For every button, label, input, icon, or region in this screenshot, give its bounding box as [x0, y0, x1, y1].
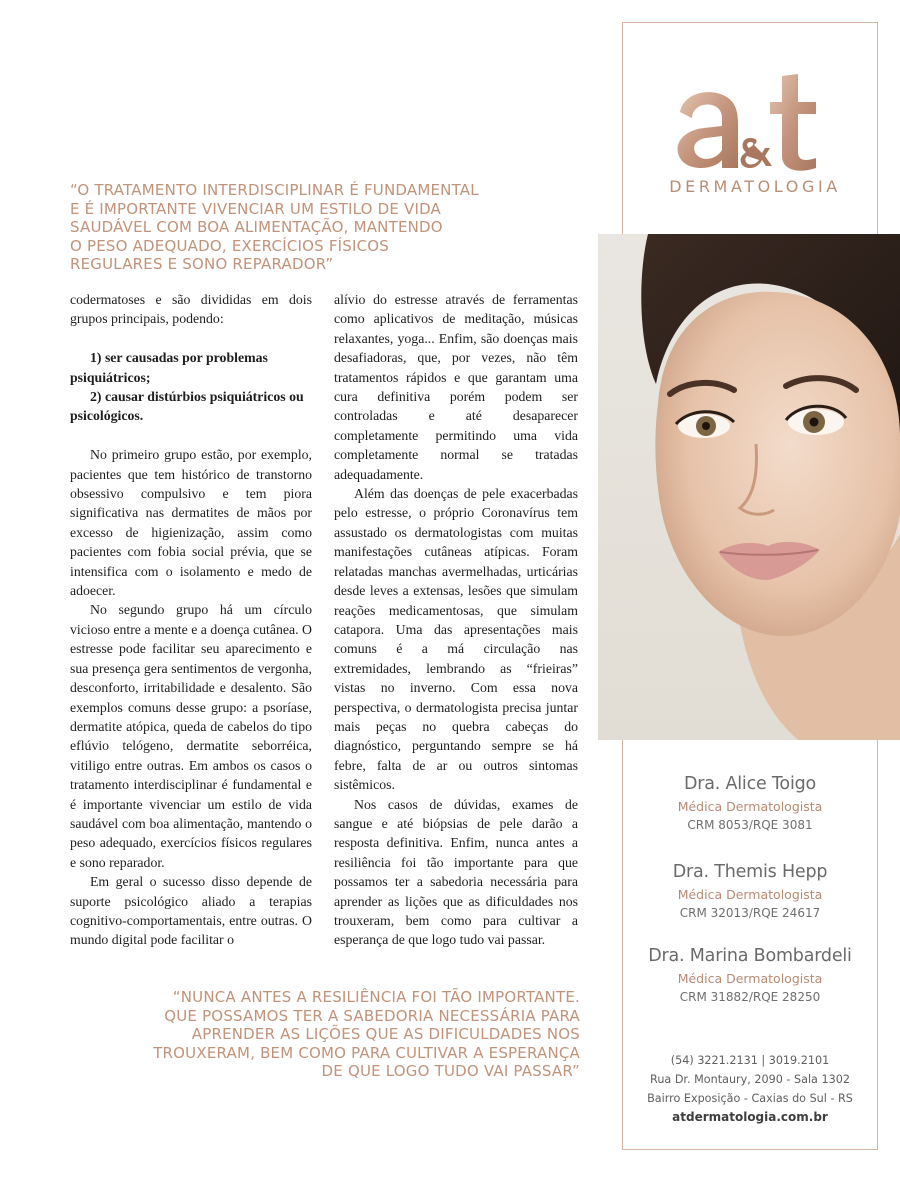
logo-mark-icon — [670, 72, 840, 174]
quote-line: “O TRATAMENTO INTERDISCIPLINAR É FUNDAMENTAL — [70, 181, 479, 199]
doctor-card — [622, 946, 878, 1004]
quote-line: APRENDER AS LIÇÕES QUE AS DIFICULDADES NOS — [191, 1025, 580, 1043]
contact-district: Bairro Exposição - Caxias do Sul - RS — [647, 1092, 853, 1105]
contact-phone: (54) 3221.2131 | 3019.2101 — [670, 1054, 830, 1067]
clinic-logo — [655, 72, 855, 202]
quote-line: DE QUE LOGO TUDO VAI PASSAR” — [321, 1062, 580, 1080]
paragraph-intro: codermatoses e são divididas em dois grupos principais, podendo: — [70, 292, 312, 327]
quote-line: SAUDÁVEL COM BOA ALIMENTAÇÃO, MANTENDO — [70, 218, 443, 236]
doctor-card — [622, 774, 878, 832]
pull-quote-top — [70, 181, 500, 274]
paragraph: No segundo grupo há um círculo vicioso entre a mente e a doença cutânea. O estresse pode facilitar seu aparecimento e sua presença gera sentimentos de vergonha, desconforto, irritabilidade e desalento. São exemplos comuns desse grupo: a psoríase, dermatite atópica, queda de cabelos do tipo eflúvio telógeno, dermatite seborréica, vitiligo entre outras. Em ambos os casos o tratamento interdisciplinar é fundamental e é importante vivenciar um estilo de vida saudável com boa alimentação, mantendo o peso adequado, exercícios físicos regulares e sono reparador. — [70, 602, 312, 870]
list-item-2: 2) causar distúrbios psiquiátricos ou psicológicos. — [70, 389, 304, 424]
logo-text: DERMATOLOGIA — [669, 177, 841, 196]
quote-line: E É IMPORTANTE VIVENCIAR UM ESTILO DE VIDA — [70, 199, 442, 218]
doctor-registration: CRM 32013/RQE 24617 — [679, 906, 821, 920]
article-column-left — [70, 290, 312, 950]
paragraph: Além das doenças de pele exacerbadas pelo estresse, o próprio Coronavírus tem assustado os dermatologistas com muitas manifestações cutâneas atípicas. Foram relatadas manchas avermelhadas, urticárias desde leves a extensas, lesões que simulam reações medicamentosas, que simulam catapora. Uma das apresentações mais comuns é a má circulação nas extremidades, lembrando as “frieiras” vistas no inverno. Com essa nova perspectiva, o dermatologista precisa juntar mais peças no quebra cabeças do diagnóstico, perguntando sempre se há febre, falta de ar ou outros sintomas sistêmicos. — [334, 486, 578, 793]
paragraph: No primeiro grupo estão, por exemplo, pacientes que tem histórico de transtorno obsessivo compulsivo e tem piora significativa nas dermatites de mãos por excesso de higienização, assim como pacientes com fobia social prévia, que se intensifica com o isolamento e medo de adoecer. — [70, 447, 312, 599]
doctor-specialty: Médica Dermatologista — [677, 799, 823, 814]
list-item-1: 1) ser causadas por problemas psiquiátricos; — [70, 350, 268, 385]
doctor-registration: CRM 31882/RQE 28250 — [679, 990, 821, 1004]
quote-line: O PESO ADEQUADO, EXERCÍCIOS FÍSICOS — [70, 236, 390, 255]
doctor-specialty: Médica Dermatologista — [677, 971, 823, 986]
quote-line: REGULARES E SONO REPARADOR” — [70, 255, 334, 273]
portrait-image — [598, 234, 900, 740]
article-column-right — [334, 290, 578, 950]
quote-line: “NUNCA ANTES A RESILIÊNCIA FOI TÃO IMPORTANTE. — [172, 988, 580, 1006]
quote-line: TROUXERAM, BEM COMO PARA CULTIVAR A ESPERANÇA — [153, 1043, 580, 1062]
contact-address: Rua Dr. Montaury, 2090 - Sala 1302 — [650, 1073, 850, 1086]
doctor-registration: CRM 8053/RQE 3081 — [687, 818, 813, 832]
doctor-card — [622, 862, 878, 920]
doctor-name: Dra. Themis Hepp — [672, 862, 828, 882]
doctor-name: Dra. Alice Toigo — [683, 774, 817, 794]
pull-quote-bottom — [140, 988, 580, 1081]
quote-line: QUE POSSAMOS TER A SABEDORIA NECESSÁRIA PARA — [164, 1006, 580, 1025]
doctor-name: Dra. Marina Bombardeli — [648, 946, 852, 966]
paragraph: alívio do estresse através de ferramentas como aplicativos de meditação, músicas relaxantes, yoga... Enfim, são doenças mais desafiadoras, que, por vezes, não têm tratamentos rápidos e que garantam uma cura definitiva porém podem ser controladas e até desaparecer completamente permitindo uma vida completamente normal se tratadas adequadamente. — [334, 292, 578, 482]
website-link[interactable]: atdermatologia.com.br — [672, 1110, 828, 1124]
contact-info — [622, 1051, 878, 1127]
paragraph: Nos casos de dúvidas, exames de sangue e até biópsias de pele darão a resposta definitiva. Enfim, nunca antes a resiliência foi tão importante para que possamos ter a sabedoria necessária para aprender as lições que as dificuldades nos trouxeram, bem como para cultivar a esperança de que logo tudo vai passar. — [334, 796, 578, 948]
paragraph: Em geral o sucesso disso depende de suporte psicológico aliado a terapias cognitivo-comportamentais, entre outras. O mundo digital pode facilitar o — [70, 874, 312, 948]
doctor-specialty: Médica Dermatologista — [677, 887, 823, 902]
